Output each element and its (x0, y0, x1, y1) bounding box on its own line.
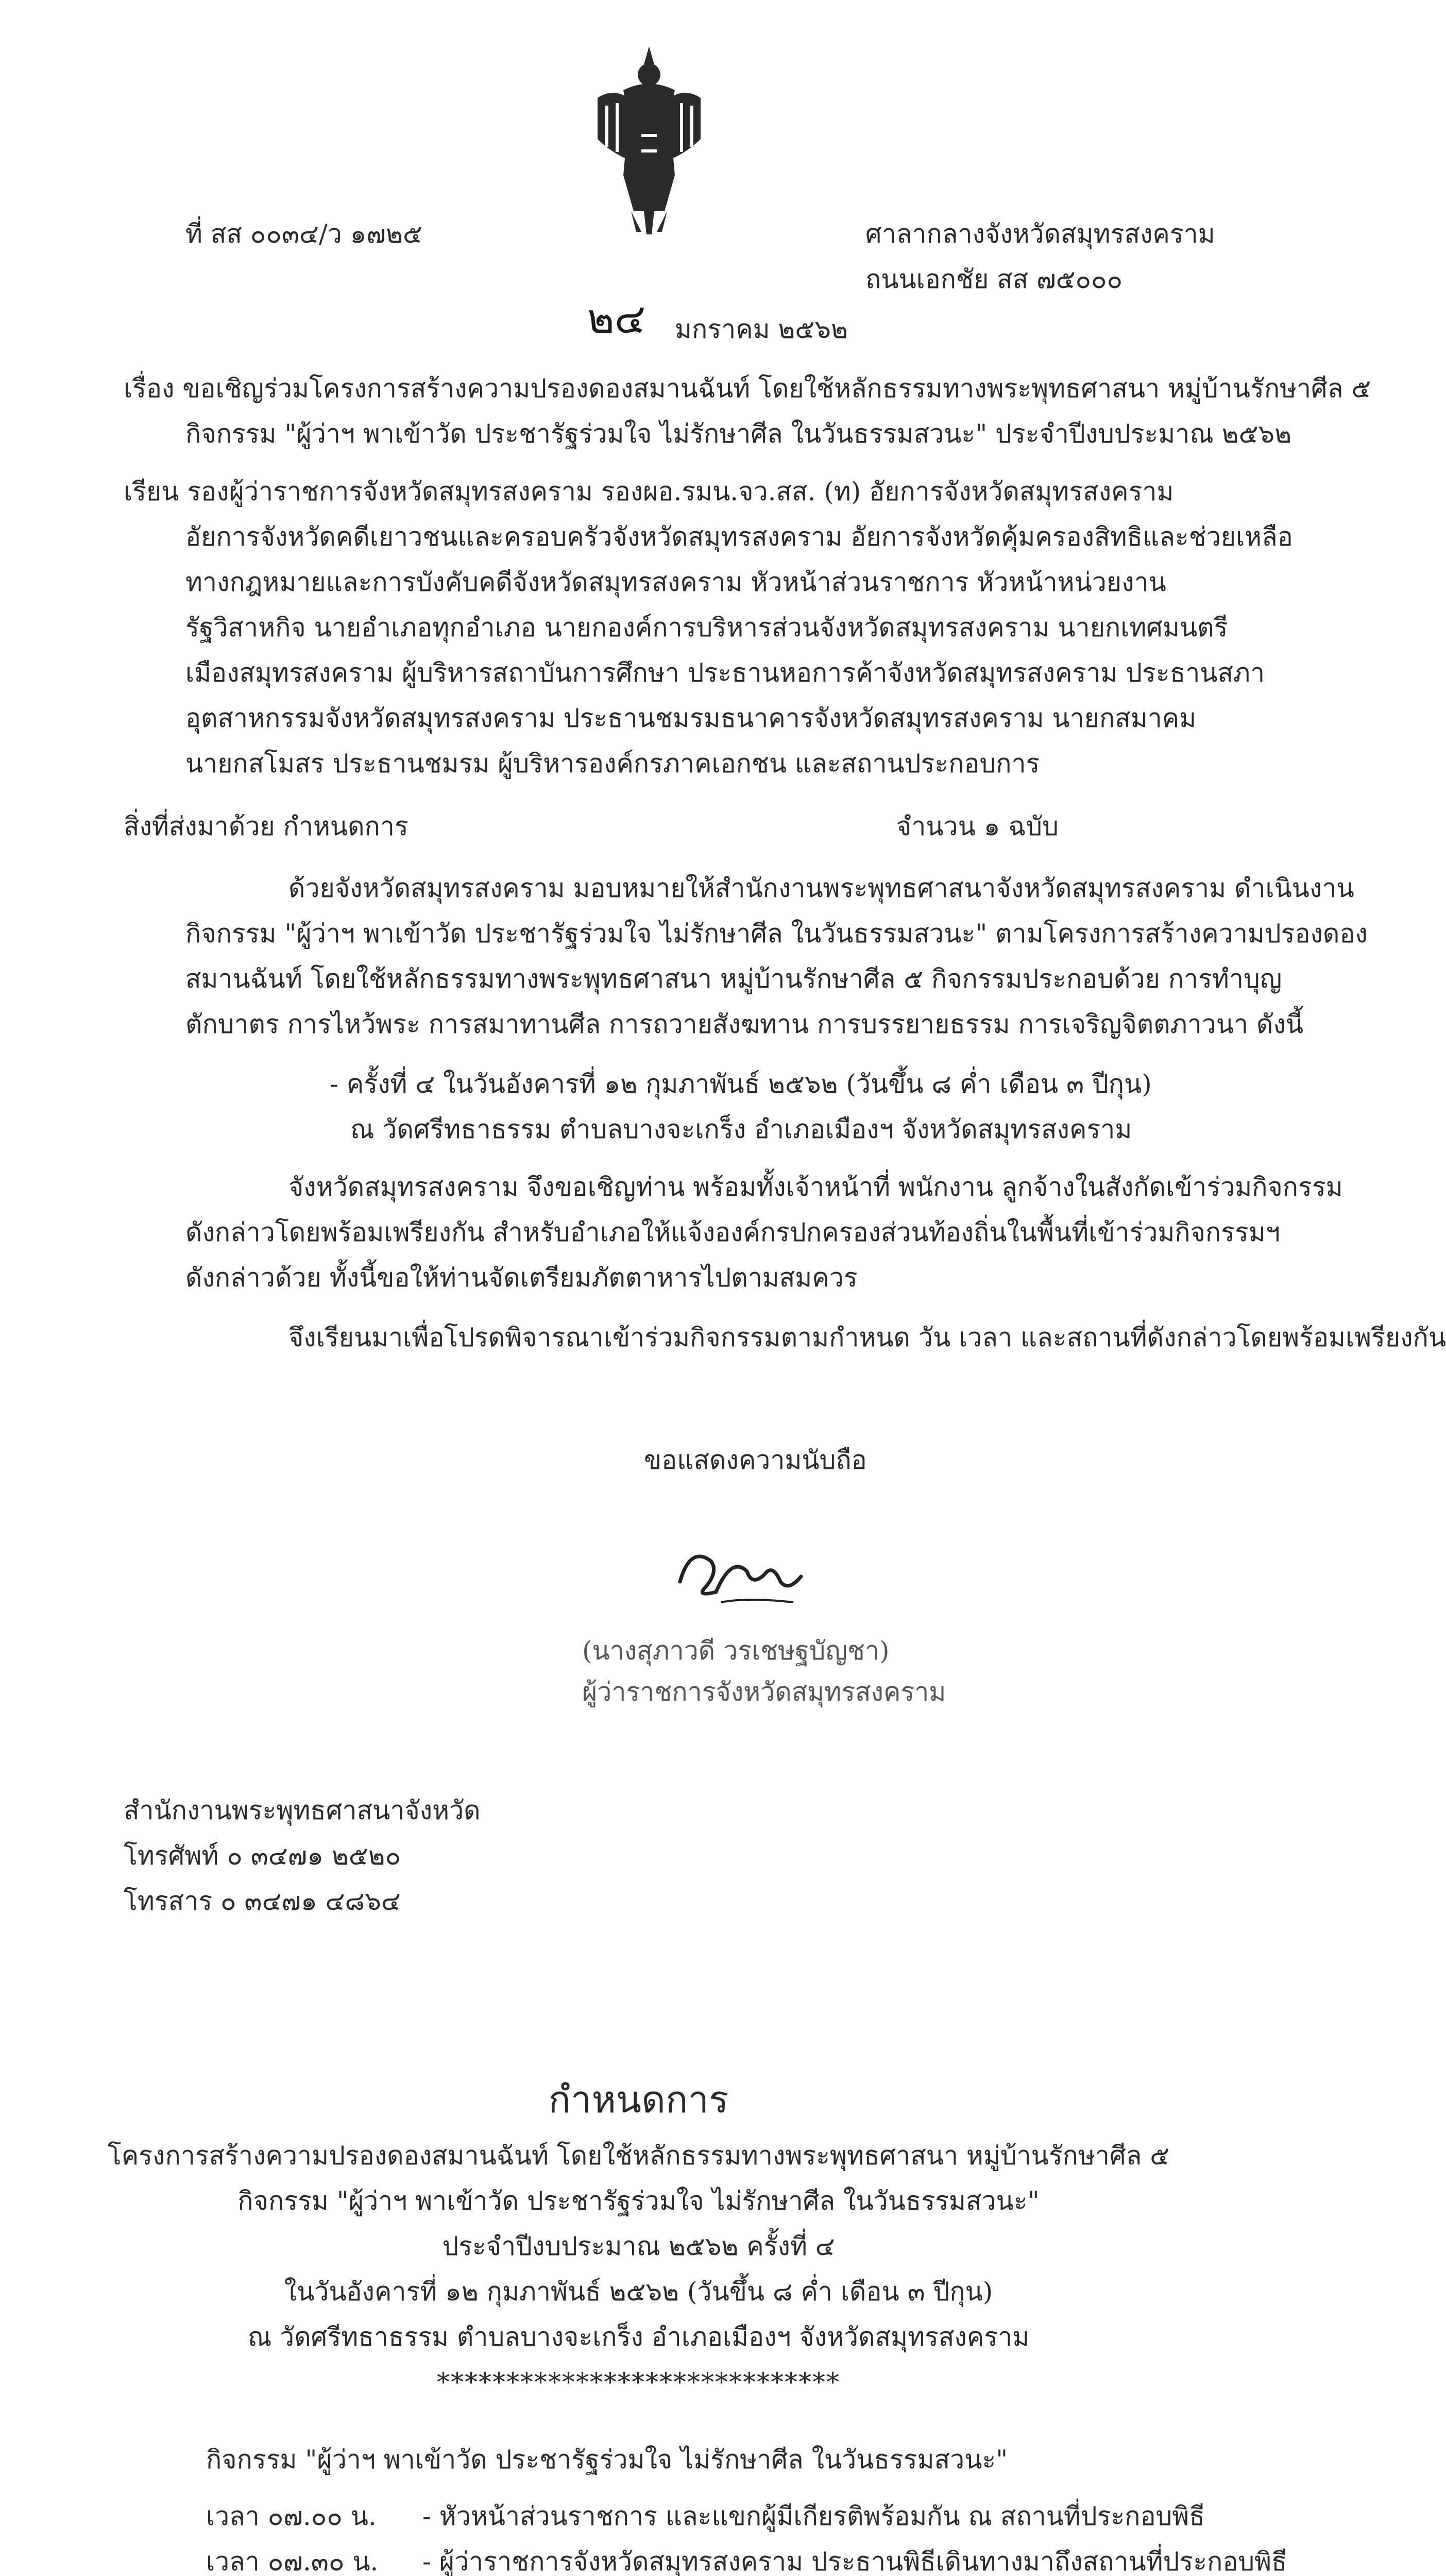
enclosure-count: จำนวน ๑ ฉบับ (896, 811, 1059, 841)
recipient-line-3: ทางกฎหมายและการบังคับคดีจังหวัดสมุทรสงคราม หัวหน้าส่วนราชการ หัวหน้าหน่วยงาน (185, 567, 1166, 597)
time-2: เวลา ๐๗.๓๐ น. (206, 2547, 379, 2576)
time-1-text: - หัวหน้าส่วนราชการ และแขกผู้มีเกียรติพร้อมกัน ณ สถานที่ประกอบพิธี (422, 2501, 1205, 2531)
signer-name: (นางสุภาวดี วรเชษฐบัญชา) (582, 1636, 890, 1666)
para3: จึงเรียนมาเพื่อโปรดพิจารณาเข้าร่วมกิจกรรมตามกำหนด วัน เวลา และสถานที่ดังกล่าวโดยพร้อมเพรียงกัน (288, 1323, 1446, 1352)
subject-line-2: กิจกรรม "ผู้ว่าฯ พาเข้าวัด ประชารัฐร่วมใจ ไม่รักษาศีล ในวันธรรมสวนะ" ประจำปีงบประมาณ ๒๕๖๒ (185, 419, 1292, 449)
subject-line-1: เรื่อง ขอเชิญร่วมโครงการสร้างความปรองดองสมานฉันท์ โดยใช้หลักธรรมทางพระพุทธศาสนา หมู่บ้านรักษาศีล ๕ (124, 374, 1371, 403)
program-activity: กิจกรรม "ผู้ว่าฯ พาเข้าวัด ประชารัฐร่วมใจ ไม่รักษาศีล ในวันธรรมสวนะ" (206, 2445, 1008, 2475)
recipient-line-6: อุตสาหกรรมจังหวัดสมุทรสงคราม ประธานชมรมธนาคารจังหวัดสมุทรสงคราม นายกสมาคม (185, 703, 1197, 733)
para1-line-4: ตักบาตร การไหว้พระ การสมาทานศีล การถวายสังฆทาน การบรรยายธรรม การเจริญจิตตภาวนา ดังนี้ (185, 1009, 1304, 1039)
closing: ขอแสดงความนับถือ (644, 1445, 867, 1475)
para2-line-1: จังหวัดสมุทรสงคราม จึงขอเชิญท่าน พร้อมทั้งเจ้าหน้าที่ พนักงาน ลูกจ้างในสังกัดเข้าร่วมกิจกรรม (288, 1172, 1343, 1202)
signer-title: ผู้ว่าราชการจังหวัดสมุทรสงคราม (582, 1677, 946, 1707)
program-header-line-2: กิจกรรม "ผู้ว่าฯ พาเข้าวัด ประชารัฐร่วมใจ ไม่รักษาศีล ในวันธรรมสวนะ" (237, 2186, 1040, 2216)
para2-line-2: ดังกล่าวโดยพร้อมเพรียงกัน สำหรับอำเภอให้แจ้งองค์กรปกครองส่วนท้องถิ่นในพื้นที่เข้าร่วมกิจกรรมฯ (185, 1217, 1280, 1247)
date-day-handwritten: ๒๔ (587, 295, 646, 343)
signature-handwritten (670, 1525, 814, 1613)
para1-line-3: สมานฉันท์ โดยใช้หลักธรรมทางพระพุทธศาสนา หมู่บ้านรักษาศีล ๕ กิจกรรมประกอบด้วย การทำบุญ (185, 964, 1282, 994)
program-title: กำหนดการ (548, 2078, 729, 2121)
time-2-text: - ผู้ว่าราชการจังหวัดสมุทรสงคราม ประธานพิธีเดินทางมาถึงสถานที่ประกอบพิธี (422, 2547, 1287, 2576)
recipient-line-5: เมืองสมุทรสงคราม ผู้บริหารสถาบันการศึกษา ประธานหอการค้าจังหวัดสมุทรสงคราม ประธานสภา (185, 658, 1265, 688)
program-header-line-4: ในวันอังคารที่ ๑๒ กุมภาพันธ์ ๒๕๖๒ (วันขึ้น ๘ ค่ำ เดือน ๓ ปีกุน) (284, 2277, 993, 2307)
recipient-line-2: อัยการจังหวัดคดีเยาวชนและครอบครัวจังหวัดสมุทรสงคราม อัยการจังหวัดคุ้มครองสิทธิและช่วยเหลือ (185, 522, 1293, 552)
date-month-year: มกราคม ๒๕๖๒ (675, 314, 848, 344)
program-header-line-5: ณ วัดศรีทธาธรรม ตำบลบางจะเกร็ง อำเภอเมืองฯ จังหวัดสมุทรสงคราม (247, 2322, 1030, 2352)
time-1: เวลา ๐๗.๐๐ น. (206, 2501, 377, 2531)
office-phone: โทรศัพท์ ๐ ๓๔๗๑ ๒๕๒๐ (124, 1841, 401, 1871)
office-name: สำนักงานพระพุทธศาสนาจังหวัด (124, 1795, 481, 1825)
para2-line-3: ดังกล่าวด้วย ทั้งนี้ขอให้ท่านจัดเตรียมภัตตาหารไปตามสมควร (185, 1263, 858, 1293)
recipient-line-7: นายกสโมสร ประธานชมรม ผู้บริหารองค์กรภาคเอกชน และสถานประกอบการ (185, 749, 1040, 778)
program-separator-top: ***************************** (437, 2367, 840, 2397)
schedule-line-2: ณ วัดศรีทธาธรรม ตำบลบางจะเกร็ง อำเภอเมืองฯ จังหวัดสมุทรสงคราม (350, 1114, 1132, 1144)
org-address-line-2: ถนนเอกชัย สส ๗๕๐๐๐ (865, 264, 1123, 294)
office-fax: โทรสาร ๐ ๓๔๗๑ ๔๘๖๔ (124, 1886, 401, 1916)
para1-line-2: กิจกรรม "ผู้ว่าฯ พาเข้าวัด ประชารัฐร่วมใจ ไม่รักษาศีล ในวันธรรมสวนะ" ตามโครงการสร้างความปรองดอง (185, 919, 1368, 948)
recipient-line-1: เรียน รองผู้ว่าราชการจังหวัดสมุทรสงคราม รองผอ.รมน.จว.สส. (ท) อัยการจังหวัดสมุทรสงคราม (124, 477, 1174, 506)
enclosure-label: สิ่งที่ส่งมาด้วย กำหนดการ (124, 811, 409, 841)
program-header-line-3: ประจำปีงบประมาณ ๒๕๖๒ ครั้งที่ ๔ (442, 2231, 835, 2261)
garuda-emblem-icon (592, 41, 706, 237)
schedule-line-1: - ครั้งที่ ๔ ในวันอังคารที่ ๑๒ กุมภาพันธ์ ๒๕๖๒ (วันขึ้น ๘ ค่ำ เดือน ๓ ปีกุน) (330, 1069, 1152, 1099)
document-number: ที่ สส ๐๐๓๔/ว ๑๗๒๕ (185, 219, 422, 249)
org-address-line-1: ศาลากลางจังหวัดสมุทรสงคราม (865, 219, 1215, 249)
recipient-line-4: รัฐวิสาหกิจ นายอำเภอทุกอำเภอ นายกองค์การบริหารส่วนจังหวัดสมุทรสงคราม นายกเทศมนตรี (185, 613, 1228, 642)
para1-line-1: ด้วยจังหวัดสมุทรสงคราม มอบหมายให้สำนักงานพระพุทธศาสนาจังหวัดสมุทรสงคราม ดำเนินงาน (288, 873, 1354, 903)
program-header-line-1: โครงการสร้างความปรองดองสมานฉันท์ โดยใช้หลักธรรมทางพระพุทธศาสนา หมู่บ้านรักษาศีล ๕ (107, 2141, 1170, 2171)
